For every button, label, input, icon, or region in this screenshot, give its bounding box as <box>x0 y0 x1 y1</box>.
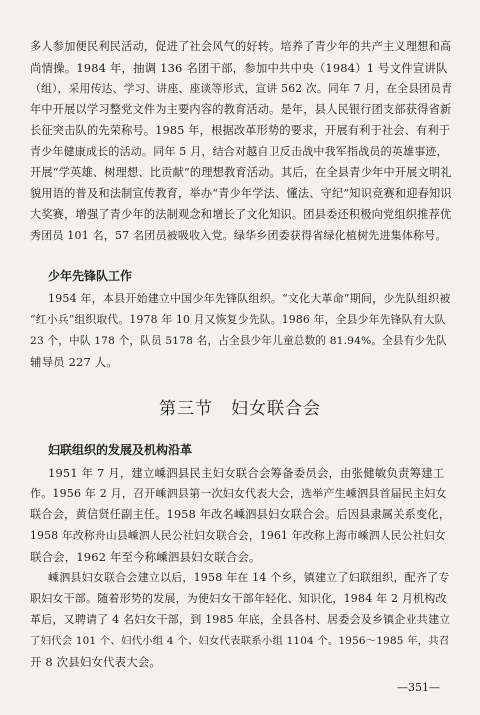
text-line: 开展“学英雄、树理想、比贡献”的理想教育活动。其后，在全县青少年中开展文明礼 <box>30 166 452 179</box>
text-line: 联合会，黄信贤任副主任。1958 年改名嵊泗县妇女联合会。后因县隶属关系变化， <box>30 508 451 521</box>
text-line: 辅导员 227 人。 <box>30 355 118 369</box>
text-line: 1954 年，本县开始建立中国少年先锋队组织。“文化大革命”期间，少先队组织被 <box>48 292 451 305</box>
text-line: 长征突击队的先荣称号。1985 年，根据改革形势的要求，开展有利于社会、有利于 <box>30 124 451 137</box>
text-line: “红小兵”组织取代。1978 年 10 月又恢复少先队。1986 年，全县少年先锋队有大队 <box>30 313 446 326</box>
text-line: 尚情操。1984 年，抽调 136 名团干部，参加中共中央（1984）1 号文件宣讲队 <box>30 61 448 75</box>
text-line: 年中开展以学习整党文件为主要内容的教育活动。是年，县人民银行团支部获得省新 <box>30 103 452 116</box>
text-line: 貌用语的普及和法制宣传教育，举办“青少年学法、懂法、守纪”知识竞赛和迎春知识 <box>30 187 452 200</box>
text-line: 职妇女干部。随着形势的发展，为使妇女干部年轻化、知识化，1984 年 2 月机构改 <box>30 592 447 605</box>
text-line: 青少年健康成长的活动。同年 5 月，结合对越自卫反击战中我军指战员的英雄事迹， <box>30 145 448 158</box>
page-number: —351— <box>397 681 440 694</box>
text-line: 1951 年 7 月，建立嵊泗县民主妇女联合会筹备委员会，由张健敏负责筹建工 <box>48 466 445 480</box>
subsection-heading: 妇联组织的发展及机构沿革 <box>48 443 193 457</box>
text-line: （组），采用传达、学习、讲座、座谈等形式，宣讲 562 次。同年 7 月，在全县团员青 <box>30 82 453 95</box>
text-line: 开 8 次县妇女代表大会。 <box>30 655 161 669</box>
text-line: 作。1956 年 2 月，召开嵊泗县第一次妇女代表大会，选举产生嵊泗县首届民主妇女 <box>30 487 447 500</box>
section-title: 第三节 妇女联合会 <box>159 399 321 419</box>
text-line: 23 个，中队 178 个，队员 5178 名，占全县少年儿童总数的 81.94%。全县有少先队 <box>30 335 447 347</box>
text-line: 多人参加便民利民活动，促进了社会风气的好转。培养了青少年的共产主义理想和高 <box>30 40 452 53</box>
text-line: 嵊泗县妇女联合会建立以后，1958 年在 14 个乡，镇建立了妇联组织，配齐了专 <box>48 571 450 584</box>
subsection-heading: 少年先锋队工作 <box>48 269 133 283</box>
text-line: 了妇代会 101 个、妇代小组 4 个、妇女代表联系小组 1104 个。1956～1985 年，共召 <box>30 635 450 647</box>
text-line: 秀团员 101 名，57 名团员被吸收入党。绿华乡团委获得省绿化植树先进集体称号。 <box>30 229 447 242</box>
text-line: 革后，又聘请了 4 名妇女干部，到 1985 年底，全县各村、居委会及乡镇企业共建立 <box>30 613 451 626</box>
text-line: 联合会，1962 年至今称嵊泗县妇女联合会。 <box>30 550 261 564</box>
text-line: 1958 年改称舟山县嵊泗人民公社妇女联合会，1961 年改称上海市嵊泗人民公社妇女 <box>30 529 446 542</box>
text-line: 大奖赛，增强了青少年的法制观念和增长了文化知识。团县委还积极向党组织推荐优 <box>30 208 452 221</box>
